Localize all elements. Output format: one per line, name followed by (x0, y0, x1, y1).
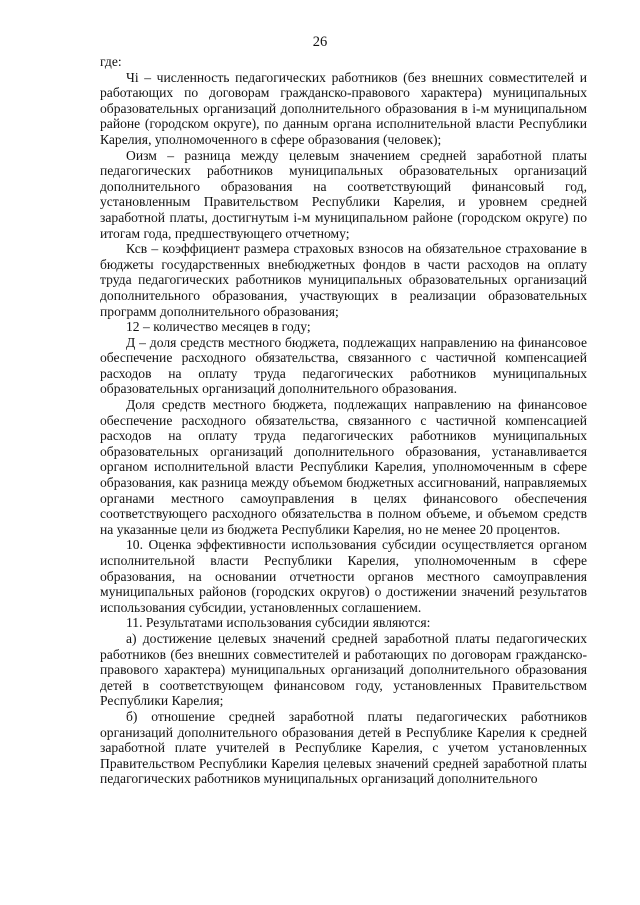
paragraph-item-11-b: б) отношение средней заработной платы педагогических работников организаций дополнительного образования детей в Республике Карелия к средней заработной плате учителей в Республике Карелия, с учетом установленных Правительством Республики Карелия целевых значений средней заработной платы педагогических работников муниципальных организаций дополнительного (100, 708, 587, 787)
paragraph-definition-oizm: Оизм – разница между целевым значением средней заработной платы педагогических работников муниципальных образовательных организаций дополнительного образования на соответствующий финансовый год, установленным Правительством Республики Карелия, и уровнем средней заработной платы, достигнутым i-м муниципальном районе (городском округе) по итогам года, предшествующего отчетному; (100, 147, 587, 241)
paragraph-local-budget-share: Доля средств местного бюджета, подлежащих направлению на финансовое обеспечение расходного обязательства, связанного с частичной компенсацией расходов на оплату труда педагогических работников муниципальных образовательных организаций дополнительного образования, устанавливается органом исполнительной власти Республики Карелия, уполномоченным в сфере образования, как разница между объемом бюджетных ассигнований, направляемых органами местного самоуправления в целях финансового обеспечения соответствующего расходного обязательства в полном объеме, и объемом средств на указанные цели из бюджета Республики Карелия, но не менее 20 процентов. (100, 397, 587, 537)
paragraph-item-11-a: а) достижение целевых значений средней заработной платы педагогических работников (без внешних совместителей и работающих по договорам гражданско-правового характера) муниципальных организаций дополнительного образования детей в соответствующем финансовом году, установленных Правительством Республики Карелия; (100, 630, 587, 709)
paragraph-definition-ksv: Ксв – коэффициент размера страховых взносов на обязательное страхование в бюджеты государственных внебюджетных фондов в части расходов на оплату труда педагогических работников муниципальных образовательных организаций дополнительного образования, участвующих в реализации образовательных программ дополнительного образования; (100, 241, 587, 319)
document-body (100, 54, 587, 787)
paragraph-definition-12: 12 – количество месяцев в году; (126, 319, 311, 335)
paragraph-definition-ch: Чi – численность педагогических работников (без внешних совместителей и работающих по договорам гражданско-правового характера) муниципальных образовательных организаций дополнительного образования в i-м муниципальном районе (городском округе), по данным органа исполнительной власти Республики Карелия, уполномоченного в сфере образования (человек); (100, 69, 587, 147)
paragraph-item-10: 10. Оценка эффективности использования субсидии осуществляется органом исполнительной власти Республики Карелия, уполномоченным в сфере образования, на основании отчетности органов местного самоуправления муниципальных районов (городских округов) о достижении значений результатов использования субсидии, установленных соглашением. (100, 537, 587, 615)
paragraph-definition-d: Д – доля средств местного бюджета, подлежащих направлению на финансовое обеспечение расходного обязательства, связанного с частичной компенсацией расходов на оплату труда педагогических работников муниципальных образовательных организаций дополнительного образования. (100, 334, 587, 397)
page-number: 26 (312, 34, 328, 50)
paragraph-where: где: (100, 54, 122, 69)
paragraph-item-11: 11. Результатами использования субсидии являются: (126, 615, 431, 631)
